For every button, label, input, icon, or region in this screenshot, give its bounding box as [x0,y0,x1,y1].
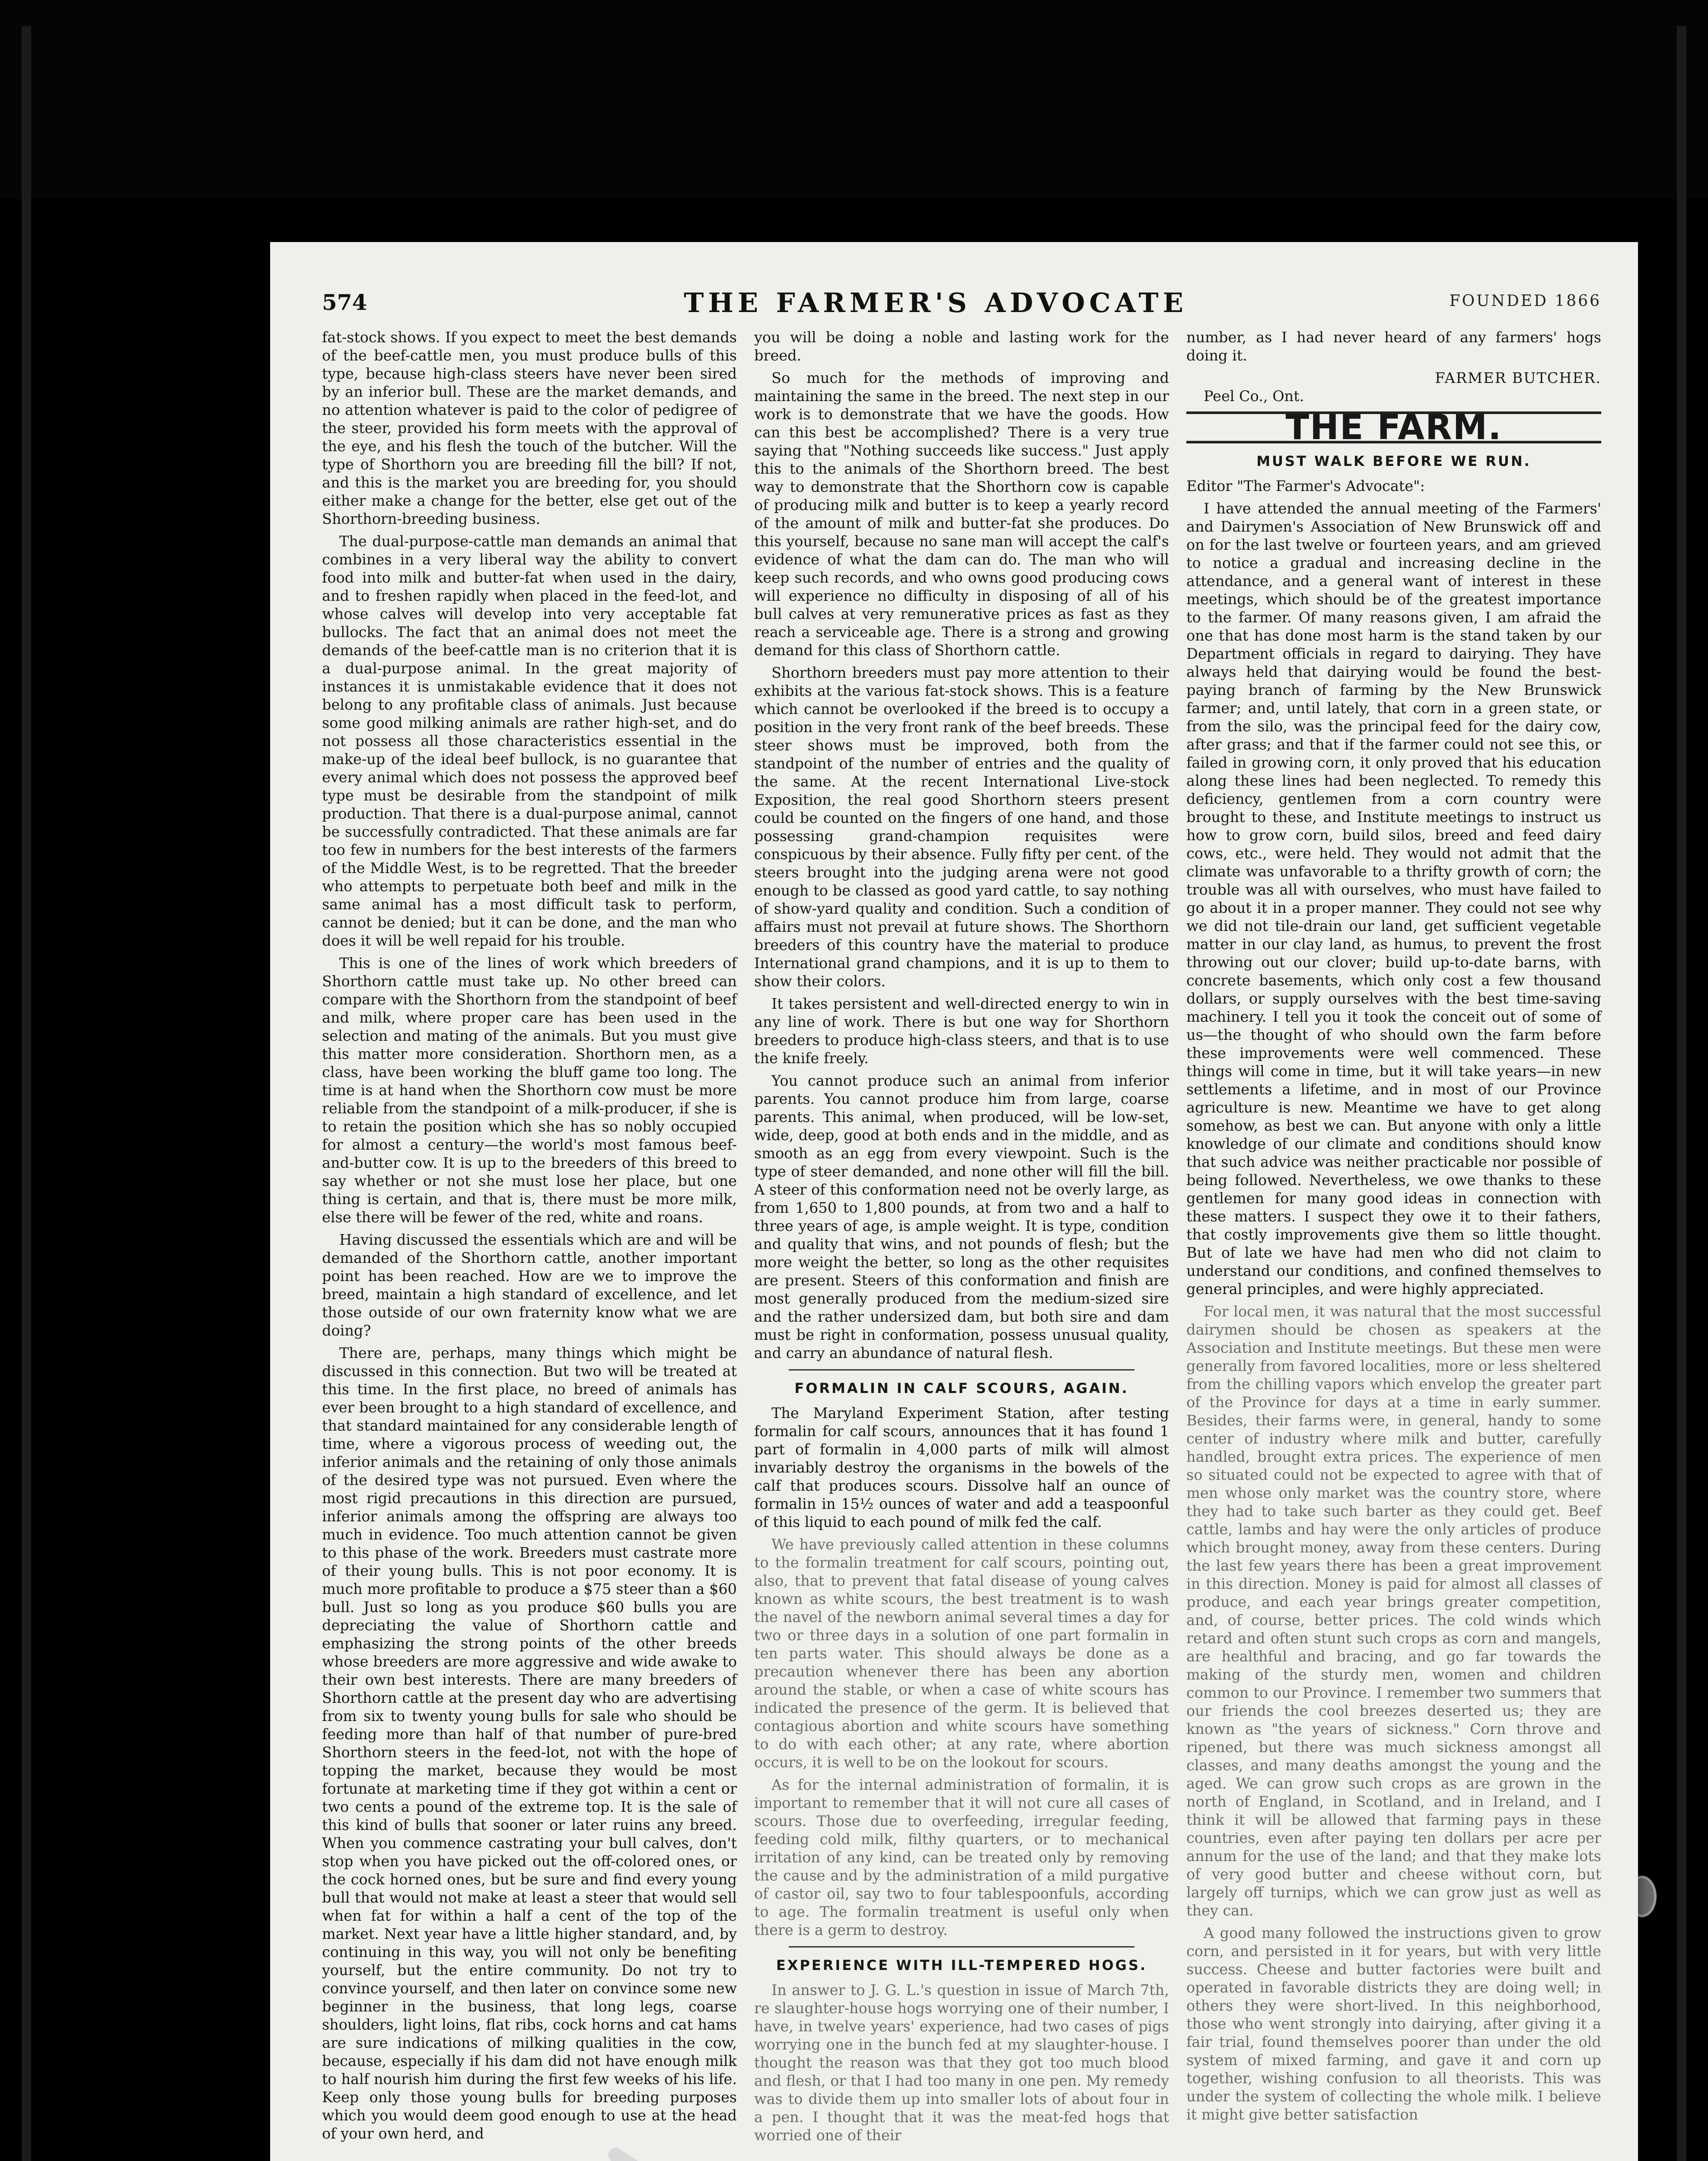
newspaper-page [270,242,1638,2161]
article-heading: MUST WALK BEFORE WE RUN. [1256,453,1531,469]
film-border-top [0,0,1708,199]
page-number: 574 [322,290,367,315]
paragraph: We have previously called attention in these columns to the formalin treatment for calf scours, pointing out, also, that to prevent that fatal disease of young calves known as white scours, the best treatment is to wash the navel of the newborn animal several times a day for two or three days in a solution of one part formalin in ten parts water. This should always be done as a precaution whenever there has been any abortion around the stable, or when a case of white scours has indicated the presence of the germ. It is believed that contagious abortion and white scours have something to do with each other; at any rate, where abortion occurs, it is well to be on the lookout for scours. [754,1536,1169,1771]
article-heading: EXPERIENCE WITH ILL-TEMPERED HOGS. [776,1957,1147,1973]
paragraph: For local men, it was natural that the most successful dairymen should be chosen as speakers at the Association and Institute meetings. But these men were generally from favored localities, more or less sheltered from the chilling vapors which envelop the greater part of the Province for days at a time in early summer. Besides, their farms were, in general, handy to some center of industry where milk and butter, carefully handled, brought extra prices. The experience of men so situated could not be expected to agree with that of men whose only market was the country store, where they had to take such barter as they could get. Beef cattle, lambs and hay were the only articles of produce which brought money, away from these centers. During the last few years there has been a great improvement in this direction. Money is paid for almost all classes of produce, and each year brings greater competition, and, of course, better prices. The cold winds which retard and often stunt such crops as corn and mangels, are healthful and bracing, and go far towards the making of the sturdy men, women and children common to our Province. I remember two summers that our friends the cool breezes deserted us; they are known as "the years of sickness." Corn throve and ripened, but there was much sickness amongst all classes, and many deaths amongst the young and the aged. We can grow such crops as are grown in the north of England, in Scotland, and in Ireland, and I think it will be allowed that farming pays in these countries, even after paying ten dollars per acre per annum for the use of the land; and that they make lots of very good butter and cheese without corn, but largely off turnips, which we can grow just as well as they can. [1186,1303,1601,1919]
paragraph: Having discussed the essentials which are and will be demanded of the Shorthorn cattle, another important point has been reached. How are we to improve the breed, maintain a high standard of excellence, and let those outside of our own fraternity know what we are doing? [322,1231,737,1339]
divider-rule [789,1369,1134,1371]
article-heading: FORMALIN IN CALF SCOURS, AGAIN. [794,1380,1129,1396]
paragraph: number, as I had never heard of any farmers' hogs doing it. [1186,329,1601,364]
paragraph: This is one of the lines of work which breeders of Shorthorn cattle must take up. No other breed can compare with the Shorthorn from the standpoint of beef and milk, where proper care has been used in the selection and mating of the animals. But you must give this matter more consideration. Shorthorn men, as a class, have been working the bluff game too long. The time is at hand when the Shorthorn cow must be more reliable from the standpoint of a milk-producer, if she is to retain the position which she has so nobly occupied for almost a century—the world's most famous beef-and-butter cow. It is up to the breeders of this breed to say whether or not she must lose her place, but one thing is certain, and that is, there must be more milk, else there will be fewer of the red, white and roans. [322,955,737,1226]
paragraph: So much for the methods of improving and maintaining the same in the breed. The next step in our work is to demonstrate that we have the goods. How can this best be accomplished? There is a very true saying that "Nothing succeeds like success." Just apply this to the animals of the Shorthorn breed. The best way to demonstrate that the Shorthorn cow is capable of producing milk and butter is to keep a yearly record of the amount of milk and butter-fat she produces. Do this yourself, because no sane man will accept the calf's evidence of what the dam can do. The man who will keep such records, and who owns good producing cows will experience no difficulty in disposing of all of his bull calves at very remunerative prices as fast as they reach a serviceable age. There is a strong and growing demand for this class of Shorthorn cattle. [754,370,1169,659]
masthead: THE FARMER'S ADVOCATE [684,287,1188,319]
paragraph: You cannot produce such an animal from inferior parents. You cannot produce him from large, coarse parents. This animal, when produced, will be low-set, wide, deep, good at both ends and in the middle, and as smooth as an egg from every viewpoint. Such is the type of steer demanded, and none other will fill the bill. A steer of this conformation need not be overly large, as from 1,650 to 1,800 pounds, at from two and a half to three years of age, is ample weight. It is type, condition and quality that wins, and not pounds of flesh; but the more weight the better, so long as the other requisites are present. Steers of this conformation and finish are most generally produced from the medium-sized sire and the rather undersized dam, but both sire and dam must be right in conformation, possess unusual quality, and carry an abundance of natural flesh. [754,1072,1169,1361]
salutation: Editor "The Farmer's Advocate": [1186,478,1425,494]
signature: FARMER BUTCHER. [1435,370,1601,386]
paragraph: It takes persistent and well-directed energy to win in any line of work. There is but one way for Shorthorn breeders to produce high-class steers, and that is to use the knife freely. [754,995,1169,1067]
film-frame-right [1677,26,1686,2161]
signature-place: Peel Co., Ont. [1204,388,1304,405]
paragraph: A good many followed the instructions given to grow corn, and persisted in it for years, but with very little success. Cheese and butter factories were built and operated in favorable districts they are doing well; in others they were short-lived. In this neighborhood, those who went strongly into dairying, after giving it a fair trial, found themselves poorer than under the old system of mixed farming, and gave it and corn up together, wishing confusion to all theorists. This was under the system of collecting the whole milk. I believe it might give better satisfaction [1186,1925,1601,2123]
paragraph: I have attended the annual meeting of the Farmers' and Dairymen's Association of New Brunswick off and on for the last twelve or fourteen years, and am grieved to notice a gradual and increasing decline in the attendance, and a general want of interest in these meetings, which should be of the greatest importance to the farmer. Of many reasons given, I am afraid the one that has done most harm is the stand taken by our Department officials in regard to dairying. They have always held that dairying would be found the best-paying branch of farming by the New Brunswick farmer; and, until lately, that corn in a green state, or from the silo, was the principal feed for the dairy cow, after grass; and that if the farmer could not see this, or failed in growing corn, it only proved that his education along these lines had been neglected. To remedy this deficiency, gentlemen from a corn country were brought to these, and Institute meetings to instruct us how to grow corn, build silos, breed and feed dairy cows, etc., were held. They would not admit that the climate was unfavorable to a thrifty growth of corn; the trouble was all with ourselves, who must have failed to go about it in a proper manner. They could not see why we did not tile-drain our land, get sufficient vegetable matter in our clay land, as humus, to prevent the frost throwing out our clover; build up-to-date barns, with concrete basements, which only cost a few thousand dollars, or supply ourselves with the best time-saving machinery. I tell you it took the conceit out of some of us—the thought of who should own the farm before these improvements were well commenced. These things will come in time, but it will take years—in new settlements a lifetime, and in most of our Province agriculture is new. Meantime we have to get along somehow, as best we can. But anyone with only a little knowledge of our climate and conditions should know that such advice was neither practicable nor possible of being followed. Nevertheless, we owe thanks to these gentlemen for many good ideas in connection with these matters. I suspect they owe it to their fathers, that costly improvements give them so little thought. But of late we have had men who did not claim to understand our conditions, and confined themselves to general principles, and were highly appreciated. [1186,500,1601,1297]
paragraph: There are, perhaps, many things which might be discussed in this connection. But two will be treated at this time. In the first place, no breed of animals has ever been brought to a high standard of excellence, and that standard maintained for any considerable length of time, where a vigorous process of weeding out, the inferior animals and the retaining of only those animals of the desired type was not pursued. Even where the most rigid precautions in this direction are pursued, inferior animals among the offspring are always too much in evidence. Too much attention cannot be given to this phase of the work. Breeders must castrate more of their young bulls. This is not poor economy. It is much more profitable to produce a $75 steer than a $60 bull. Just so long as you produce $60 bulls you are depreciating the value of Shorthorn cattle and emphasizing the strong points of the other breeds whose breeders are more aggressive and wide awake to their own best interests. There are many breeders of Shorthorn cattle at the present day who are advertising from six to twenty young bulls for sale who should be feeding more than half of that number of pure-bred Shorthorn steers in the feed-lot, not with the hope of topping the market, because they would be most fortunate at marketing time if they got within a cent or two cents a pound of the extreme top. It is the sale of this kind of bulls that sooner or later ruins any breed. When you commence castrating your bull calves, don't stop when you have picked out the off-colored ones, or the cock horned ones, but be sure and find every young bull that would not make at least a steer that would sell when fat for within a half a cent of the top of the market. Next year have a little higher standard, and, by continuing in this way, you will not only be benefiting yourself, but the entire community. Do not try to convince yourself, and then later on convince some new beginner in the business, that long legs, coarse shoulders, light loins, flat ribs, cock horns and cat hams are sure indications of milking qualities in the cow, because, especially if his dam did not have enough milk to half nourish him during the first few weeks of his life. Keep only those young bulls for breeding purposes which you would deem good enough to use at the head of your own herd, and [322,1345,737,2142]
paragraph: fat-stock shows. If you expect to meet the best demands of the beef-cattle men, you must produce bulls of this type, because high-class steers have never been sired by an inferior bull. These are the market demands, and no attention whatever is paid to the color of pedigree of the steer, provided his form meets with the approval of the eye, and his flesh the touch of the butcher. Will the type of Shorthorn you are breeding fill the bill? If not, and this is the market you are breeding for, you should either make a change for the better, else get out of the Shorthorn-breeding business. [322,329,737,527]
paragraph: you will be doing a noble and lasting work for the breed. [754,329,1169,364]
column-1 [322,328,737,2147]
column-3 [1186,328,1601,2128]
paragraph: In answer to J. G. L.'s question in issue of March 7th, re slaughter-house hogs worrying one of their number, I have, in twelve years' experience, had two cases of pigs worrying one in the bunch fed at my slaughter-house. I thought the reason was that they got too much blood and flesh, or that I had too many in one pen. My remedy was to divide them up into smaller lots of about four in a pen. I thought that it was the meat-fed hogs that worried one of their [754,1982,1169,2144]
page-content [322,281,1610,2161]
paragraph: The dual-purpose-cattle man demands an animal that combines in a very liberal way the ability to convert food into milk and butter-fat when used in the dairy, and to freshen rapidly when placed in the feed-lot, and whose calves will develop into very acceptable fat bullocks. The fact that an animal does not meet the demands of the beef-cattle man is no criterion that it is a dual-purpose animal. In the great majority of instances it is unmistakable evidence that it does not belong to any profitable class of animals. Just because some good milking animals are rather high-set, and do not possess all those characteristics essential in the make-up of the ideal beef bullock, is no guarantee that every animal which does not possess the approved beef type must be desirable from the standpoint of milk production. That there is a dual-purpose animal, cannot be successfully contradicted. That these animals are far too few in numbers for the best interests of the farmers of the Middle West, is to be regretted. That the breeder who attempts to perpetuate both beef and milk in the same animal has a most difficult task to perform, cannot be denied; but it can be done, and the man who does it will be well repaid for his trouble. [322,533,737,949]
paragraph: The Maryland Experiment Station, after testing formalin for calf scours, announces that it has found 1 part of formalin in 4,000 parts of milk will almost invariably destroy the organisms in the bowels of the calf that produces scours. Dissolve half an ounce of formalin in 15½ ounces of water and add a teaspoonful of this liquid to each pound of milk fed the calf. [754,1405,1169,1530]
paragraph: As for the internal administration of formalin, it is important to remember that it will not cure all cases of scours. Those due to overfeeding, irregular feeding, feeding cold milk, filthy quarters, or to mechanical irritation of any kind, can be treated only by removing the cause and by the administration of a mild purgative of castor oil, say two to four tablespoonfuls, according to age. The formalin treatment is useful only when there is a germ to destroy. [754,1776,1169,1938]
column-2 [754,328,1169,2149]
founded-line: FOUNDED 1866 [1449,292,1601,310]
divider-rule [789,1946,1134,1947]
paragraph: Shorthorn breeders must pay more attention to their exhibits at the various fat-stock shows. This is a feature which cannot be overlooked if the breed is to occupy a position in the very front rank of the beef breeds. These steer shows must be improved, both from the standpoint of the number of entries and the quality of the same. At the recent International Live-stock Exposition, the real good Shorthorn steers present could be counted on the fingers of one hand, and those possessing grand-champion requisites were conspicuous by their absence. Fully fifty per cent. of the steers brought into the judging arena were not good enough to be classed as good yard cattle, to say nothing of show-yard quality and condition. Such a condition of affairs must not prevail at future shows. The Shorthorn breeders of this country have the material to produce International grand champions, and it is up to them to show their colors. [754,664,1169,990]
film-frame-left [22,26,31,2161]
page-header [322,281,1610,328]
section-title: THE FARM. [1186,411,1601,443]
